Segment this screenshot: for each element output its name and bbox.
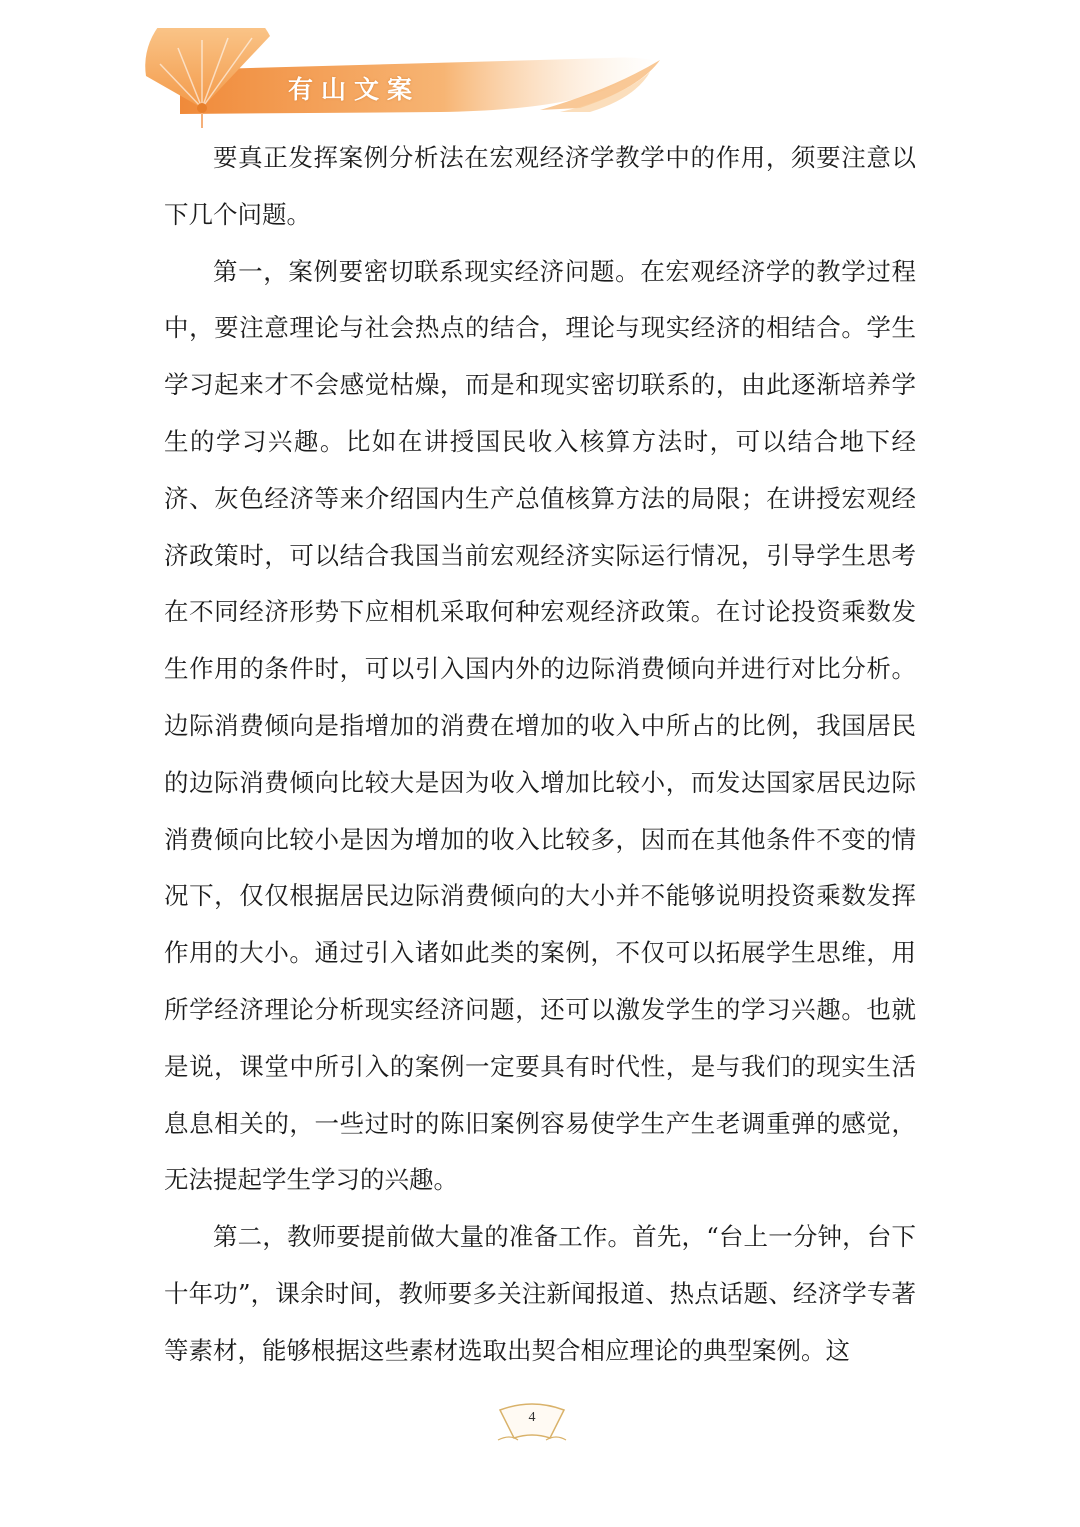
page-number: 4: [528, 1410, 536, 1425]
document-body: [164, 130, 916, 1380]
brand-title: 有山文案: [288, 75, 421, 104]
header-banner: [140, 28, 680, 138]
paragraph-first-point: 第一，案例要密切联系现实经济问题。在宏观经济学的教学过程中，要注意理论与社会热点的结合，理论与现实经济的相结合。学生学习起来才不会感觉枯燥，而是和现实密切联系的，由此逐渐培养学生的学习兴趣。比如在讲授国民收入核算方法时，可以结合地下经济、灰色经济等来介绍国内生产总值核算方法的局限；在讲授宏观经济政策时，可以结合我国当前宏观经济实际运行情况，引导学生思考在不同经济形势下应相机采取何种宏观经济政策。在讨论投资乘数发生作用的条件时，可以引入国内外的边际消费倾向并进行对比分析。边际消费倾向是指增加的消费在增加的收入中所占的比例，我国居民的边际消费倾向比较大是因为收入增加比较小，而发达国家居民边际消费倾向比较小是因为增加的收入比较多，因而在其他条件不变的情况下，仅仅根据居民边际消费倾向的大小并不能够说明投资乘数发挥作用的大小。通过引入诸如此类的案例，不仅可以拓展学生思维，用所学经济理论分析现实经济问题，还可以激发学生的学习兴趣。也就是说，课堂中所引入的案例一定要具有时代性，是与我们的现实生活息息相关的，一些过时的陈旧案例容易使学生产生老调重弹的感觉，无法提起学生学习的兴趣。: [164, 256, 916, 1195]
paragraph-intro: 要真正发挥案例分析法在宏观经济学教学中的作用，须要注意以下几个问题。: [164, 143, 916, 229]
page-footer: [496, 1400, 568, 1444]
paragraph-second-point: 第二，教师要提前做大量的准备工作。首先，“台上一分钟，台下十年功”，课余时间，教师要多关注新闻报道、热点话题、经济学专著等素材，能够根据这些素材选取出契合相应理论的典型案例。这: [164, 1222, 916, 1365]
